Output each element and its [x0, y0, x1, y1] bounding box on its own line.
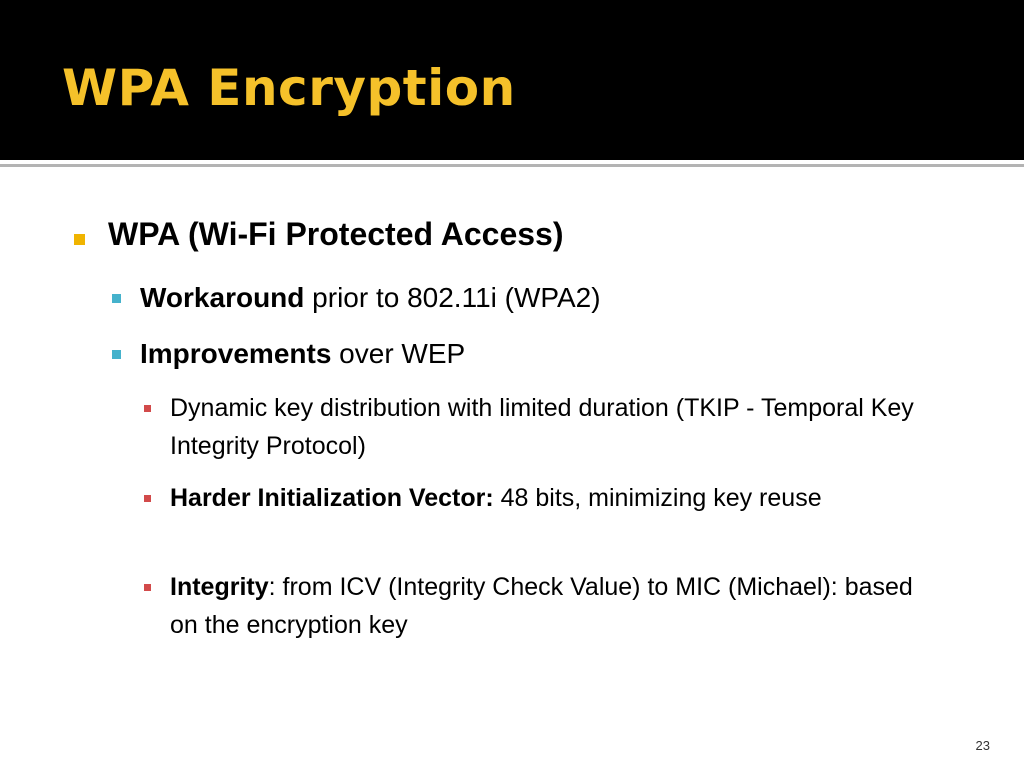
level2-square-bullet-icon	[112, 350, 121, 359]
bullet-workaround-bold: Workaround	[140, 282, 305, 313]
bullet-wpa	[108, 214, 563, 254]
bullet-integrity-bold: Integrity	[170, 573, 269, 601]
bullet-dynamic-key-text: Dynamic key distribution with limited duration (TKIP - Temporal Key Integrity Protocol)	[170, 394, 914, 460]
level2-square-bullet-icon	[112, 294, 121, 303]
bullet-wpa-label: WPA (Wi-Fi Protected Access)	[108, 216, 564, 252]
bullet-improvements-text: over WEP	[331, 338, 466, 369]
bullet-workaround	[140, 280, 601, 316]
page-number: 23	[975, 738, 990, 753]
level3-square-bullet-icon	[144, 405, 151, 412]
level3-square-bullet-icon	[144, 495, 151, 502]
bullet-harder-iv-text: 48 bits, minimizing key reuse	[493, 484, 822, 512]
level1-square-bullet-icon	[74, 234, 85, 245]
bullet-improvements	[140, 336, 465, 372]
bullet-harder-iv	[170, 479, 930, 517]
slide-title: WPA Encryption	[62, 59, 516, 117]
bullet-integrity	[170, 568, 930, 644]
bullet-improvements-bold: Improvements	[140, 338, 332, 369]
bullet-dynamic-key	[170, 389, 930, 465]
bullet-harder-iv-bold: Harder Initialization Vector:	[170, 484, 494, 512]
bullet-integrity-text: : from ICV (Integrity Check Value) to MIC (Michael): based on the encryption key	[170, 573, 913, 639]
level3-square-bullet-icon	[144, 584, 151, 591]
bullet-workaround-text: prior to 802.11i (WPA2)	[304, 282, 601, 313]
